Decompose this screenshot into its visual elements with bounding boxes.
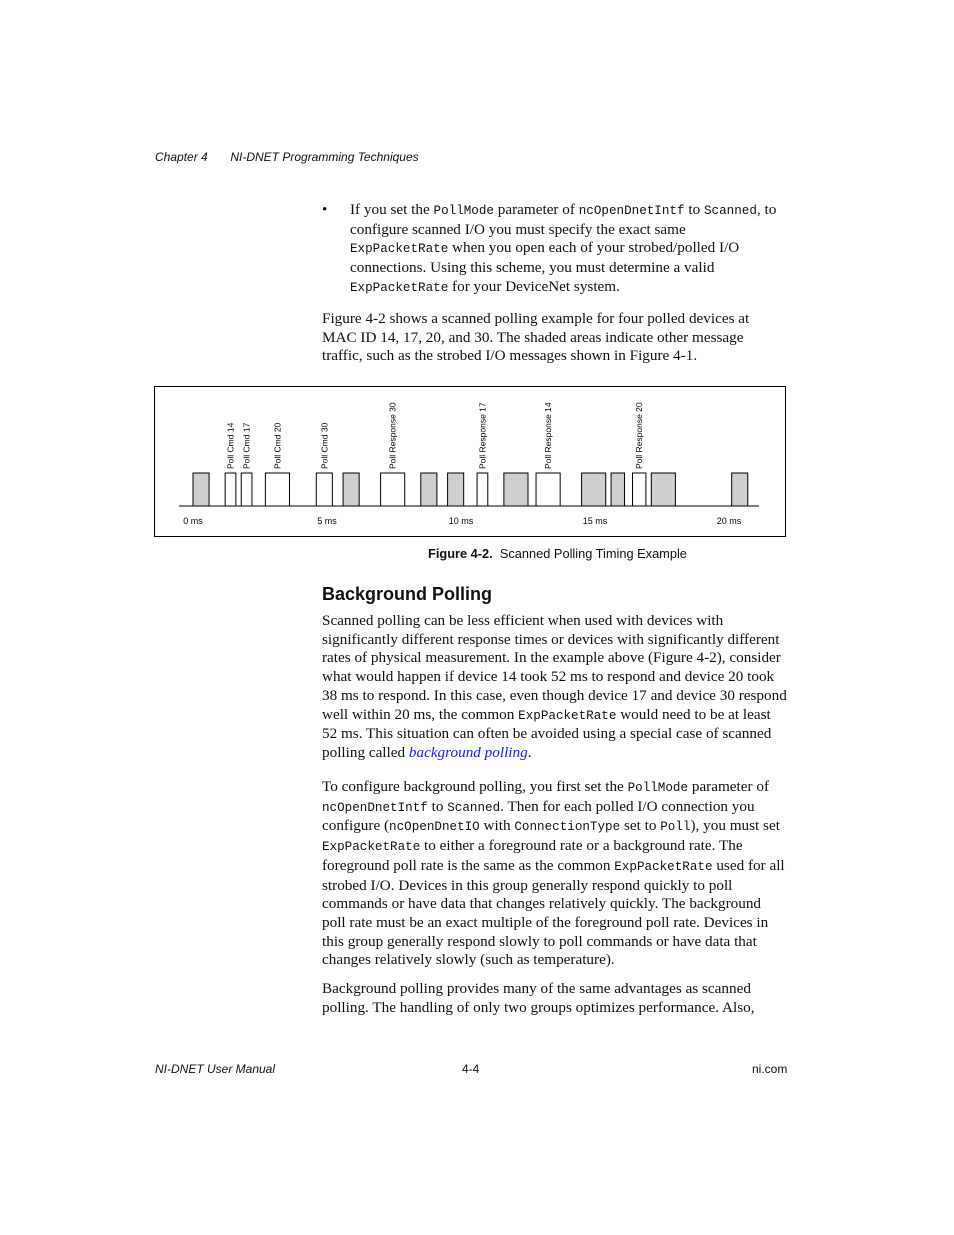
- poll-pulse: [241, 473, 252, 506]
- text-run: . Then for each polled I/O connection you configure (: [322, 797, 755, 835]
- code-exppacketrate: ExpPacketRate: [350, 242, 449, 257]
- code-ncopendnetintf: ncOpenDnetIntf: [322, 800, 428, 815]
- bullet-text: [350, 201, 787, 298]
- text-run: would need to be at least 52 ms. This situation can often be avoided using a special case of scanned polling called: [322, 705, 772, 761]
- x-tick-label: 5 ms: [317, 516, 337, 526]
- poll-pulse: [536, 473, 560, 506]
- figure-label: Figure 4-2.: [428, 546, 493, 561]
- code-exppacketrate: ExpPacketRate: [350, 280, 449, 295]
- other-traffic-pulse: [732, 473, 748, 506]
- other-traffic-pulse: [193, 473, 209, 506]
- text-run: parameter of: [493, 201, 579, 218]
- pulse-label: Poll Response 17: [477, 402, 488, 469]
- figure-caption: [428, 546, 687, 561]
- poll-pulse: [381, 473, 405, 506]
- header-chapter: Chapter 4: [155, 150, 208, 164]
- text-run: when you open each of your strobed/polled I/O connections. Using this scheme, you must determine a valid: [350, 239, 740, 277]
- code-pollmode: PollMode: [433, 204, 494, 218]
- figure-timing-chart: [154, 386, 786, 537]
- text-run: If you set the: [350, 201, 434, 218]
- text-run: to either a foreground rate or a background rate. The foreground poll rate is the same as the common: [322, 837, 743, 874]
- pulse-label: Poll Cmd 14: [225, 422, 236, 469]
- other-traffic-pulse: [504, 473, 528, 506]
- code-pollmode: PollMode: [627, 781, 689, 795]
- footer-manual-title: NI-DNET User Manual: [155, 1062, 276, 1076]
- x-tick-label: 0 ms: [183, 516, 203, 526]
- poll-pulse: [225, 473, 236, 506]
- text-run: .: [527, 743, 532, 761]
- other-traffic-pulse: [448, 473, 464, 506]
- poll-pulse: [265, 473, 289, 506]
- paragraph-figure-intro: Figure 4-2 shows a scanned polling example for four polled devices at MAC ID 14, 17, 20, and 30. The shaded areas indicate other message traffic, such as the strobed I/O messages shown in Figure 4-1.: [322, 310, 750, 365]
- bullet-item: [322, 201, 787, 298]
- figure-caption-text: Scanned Polling Timing Example: [499, 546, 687, 561]
- x-tick-label: 10 ms: [448, 516, 474, 526]
- paragraph-advantages: Background polling provides many of the same advantages as scanned polling. The handling of only two groups optimizes performance. Also,: [322, 980, 755, 1016]
- other-traffic-pulse: [611, 473, 624, 506]
- text-run: , to configure scanned I/O you must specify the exact same: [350, 201, 777, 238]
- other-traffic-pulse: [343, 473, 359, 506]
- text-run: to: [684, 201, 704, 218]
- x-tick-label: 15 ms: [582, 516, 608, 526]
- paragraph-configure: [322, 778, 787, 970]
- code-exppacketrate: ExpPacketRate: [322, 840, 421, 855]
- running-header: [155, 150, 419, 164]
- header-title: NI-DNET Programming Techniques: [230, 150, 419, 164]
- footer-page-number: 4-4: [462, 1062, 480, 1076]
- paragraph-background-intro: [322, 612, 787, 763]
- footer-website: ni.com: [752, 1062, 788, 1076]
- pulse-label: Poll Cmd 17: [241, 422, 252, 469]
- pulse-label: Poll Response 20: [634, 402, 645, 469]
- text-run: Scanned polling can be less efficient when used with devices with significantly different response times or devices with significantly different rates of physical measurement. In the example above (Figure 4-2), consider what would happen if device 14 took 52 ms to respond and device 20 took 38 ms to respond. In this case, even though device 17 and device 30 respond well within 20 ms, the common: [322, 612, 787, 723]
- text-run: to: [427, 797, 448, 815]
- code-exppacketrate: ExpPacketRate: [614, 859, 713, 874]
- pulse-label: Poll Cmd 20: [272, 422, 283, 469]
- other-traffic-pulse: [582, 473, 606, 506]
- text-run: set to: [620, 817, 661, 835]
- bullet-icon: •: [322, 201, 328, 218]
- timing-chart-svg: [155, 387, 785, 536]
- text-run: with: [479, 817, 515, 835]
- code-scanned: Scanned: [703, 204, 757, 218]
- other-traffic-pulse: [421, 473, 437, 506]
- code-scanned: Scanned: [447, 800, 501, 815]
- section-title: Background Polling: [322, 584, 493, 604]
- pulse-label: Poll Response 30: [387, 402, 398, 469]
- poll-pulse: [316, 473, 332, 506]
- other-traffic-pulse: [651, 473, 675, 506]
- pulse-label: Poll Response 14: [543, 402, 554, 469]
- text-run: ), you must set: [690, 817, 780, 835]
- text-run: used for all strobed I/O. Devices in this group generally respond quickly to poll commands or have data that changes relatively quickly. The background poll rate must be an exact multiple of the foreground poll rate. Devices in this group generally respond slowly to poll commands or have data that changes relatively slowly (such as temperature).: [322, 856, 785, 969]
- text-run: for your DeviceNet system.: [448, 277, 620, 295]
- code-exppacketrate: ExpPacketRate: [518, 708, 617, 723]
- text-run: parameter of: [688, 778, 769, 795]
- pulse-label: Poll Cmd 30: [319, 422, 330, 469]
- code-ncopendnetintf: ncOpenDnetIntf: [578, 204, 685, 218]
- poll-pulse: [633, 473, 646, 506]
- code-poll: Poll: [660, 820, 691, 835]
- x-tick-label: 20 ms: [716, 516, 742, 526]
- text-run: To configure background polling, you first set the: [322, 778, 628, 795]
- code-connectiontype: ConnectionType: [514, 820, 621, 835]
- background-polling-link[interactable]: background polling: [408, 743, 528, 761]
- code-ncopendnetio: ncOpenDnetIO: [389, 820, 480, 835]
- poll-pulse: [477, 473, 488, 506]
